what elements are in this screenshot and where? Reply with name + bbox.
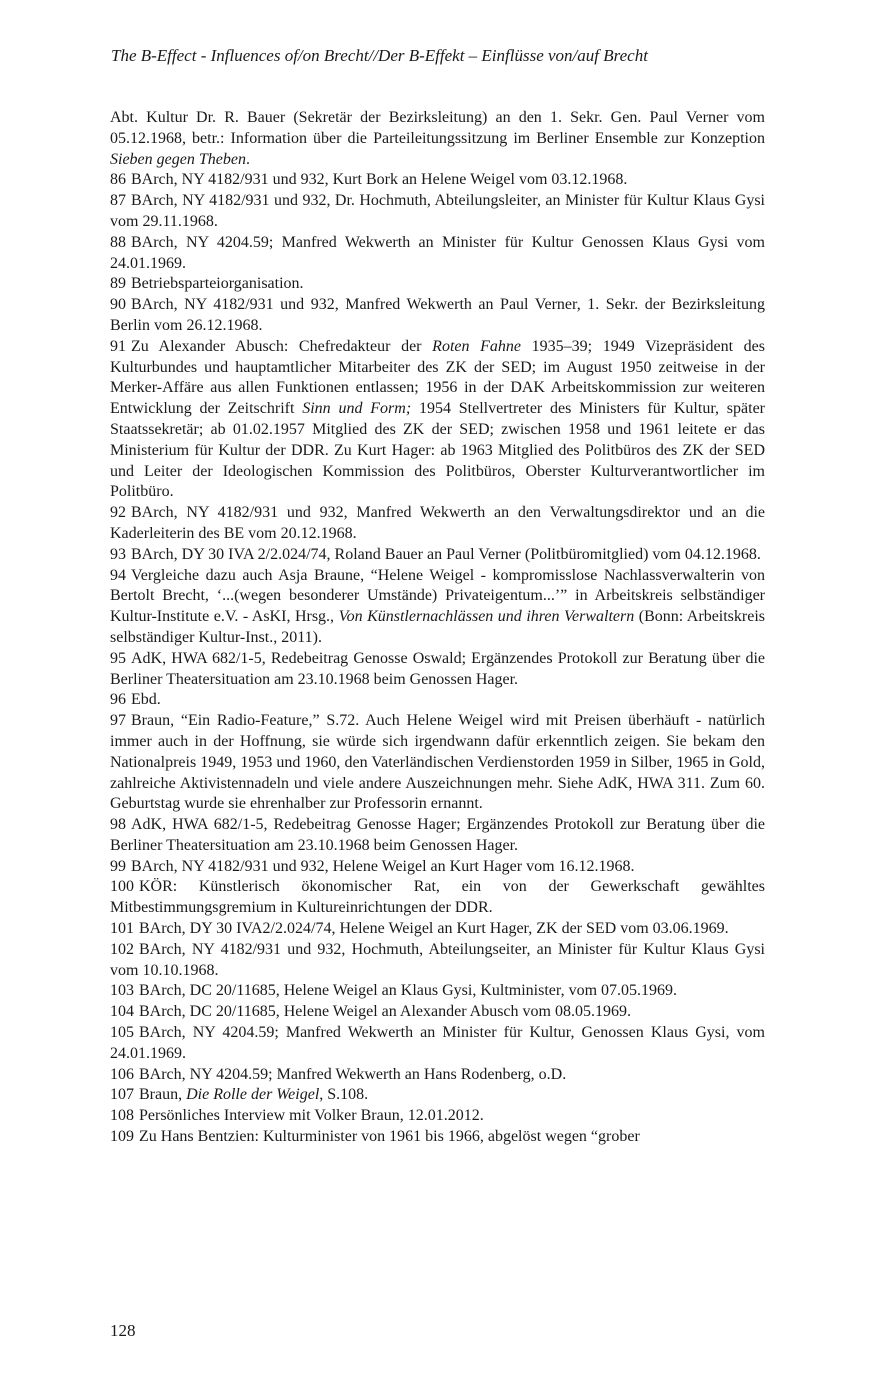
endnote-number: 102 [110, 940, 134, 958]
endnote-number: 109 [110, 1128, 134, 1146]
endnote-number: 106 [110, 1065, 134, 1083]
endnotes-list [110, 108, 765, 1148]
endnote [110, 981, 765, 1002]
endnote [110, 815, 765, 857]
endnote [110, 170, 765, 191]
endnote [110, 1127, 765, 1148]
page-number: 128 [110, 1321, 136, 1340]
endnote-text: BArch, NY 4182/931 und 932, Manfred Wekwerth an Paul Verner, 1. Sekr. der Bezirksleitung Berlin vom 26.12.1968. [110, 296, 765, 334]
endnote-text: . [245, 150, 250, 168]
endnote [110, 1002, 765, 1023]
endnote-title-italic: Die Rolle der Weigel [186, 1086, 320, 1104]
endnote-title-italic: Roten Fahne [432, 337, 522, 355]
endnote-text: AdK, HWA 682/1-5, Redebeitrag Genosse Oswald; Ergänzendes Protokoll zur Beratung über die Berliner Theatersituation am 23.10.1968 beim Genossen Hager. [110, 649, 765, 688]
endnote-number: 96 [110, 691, 126, 709]
endnote-number: 98 [110, 816, 126, 834]
endnote-number: 103 [110, 982, 134, 1000]
endnote [110, 274, 765, 295]
endnote-text: BArch, DY 30 IVA 2/2.024/74, Roland Bauer an Paul Verner (Politbüromitglied) vom 04.12.1968. [131, 545, 761, 563]
endnote-text: AdK, HWA 682/1-5, Redebeitrag Genosse Hager; Ergänzendes Protokoll zur Beratung über die Berliner Theatersituation am 23.10.1968 beim Genossen Hager. [110, 816, 765, 854]
endnote [110, 1106, 765, 1127]
endnote-number: 100 [110, 878, 134, 896]
endnote-number: 107 [110, 1086, 134, 1104]
endnote [110, 108, 765, 170]
endnote-text: Braun, [139, 1086, 187, 1104]
endnote [110, 690, 765, 711]
endnote-text: Abt. Kultur Dr. R. Bauer (Sekretär der Bezirksleitung) an den 1. Sekr. Gen. Paul Verner vom 05.12.1968, betr.: Information über die Parteileitungssitzung im Berliner Ensemble zur Konzeption [110, 109, 765, 147]
endnote-text: Ebd. [131, 691, 161, 709]
endnote-text: BArch, NY 4182/931 und 932, Hochmuth, Abteilungseiter, an Minister für Kultur Klaus Gysi vom 10.10.1968. [110, 940, 765, 979]
endnote-text: BArch, NY 4204.59; Manfred Wekwerth an Hans Rodenberg, o.D. [139, 1065, 567, 1083]
endnote [110, 1085, 765, 1106]
endnote [110, 545, 765, 566]
endnote [110, 191, 765, 233]
endnote-text: Vergleiche dazu auch Asja Braune, “Helene Weigel - kompromisslose Nachlassverwalterin von Bertolt Brecht, ‘...(wegen besonderer Umstände) Privateigentum...’” in Arbeitskreis selbständiger Kultur-Institute e.V. - AsKI, Hrsg., [110, 566, 765, 626]
endnote-text: BArch, NY 4182/931 und 932, Kurt Bork an Helene Weigel vom 03.12.1968. [131, 171, 628, 189]
endnote-number: 93 [110, 545, 126, 563]
endnote-number: 99 [110, 857, 126, 875]
endnote [110, 566, 765, 649]
endnote-title-italic: Von Künstlernachlässen und ihren Verwaltern [338, 608, 635, 626]
endnote-text: BArch, DC 20/11685, Helene Weigel an Klaus Gysi, Kultminister, vom 07.05.1969. [139, 982, 678, 1000]
endnote-number: 101 [110, 920, 134, 938]
endnote-number: 95 [110, 649, 126, 667]
running-header: The B-Effect - Influences of/on Brecht//Der B-Effekt – Einflüsse von/auf Brecht [111, 46, 648, 65]
endnote [110, 1023, 765, 1065]
endnote-text: BArch, NY 4182/931 und 932, Dr. Hochmuth, Abteilungsleiter, an Minister für Kultur Klaus Gysi vom 29.11.1968. [110, 192, 765, 230]
endnote [110, 337, 765, 503]
endnote [110, 295, 765, 337]
endnote-number: 108 [110, 1107, 134, 1125]
endnote-text: BArch, NY 4204.59; Manfred Wekwerth an Minister für Kultur Genossen Klaus Gysi vom 24.01.1969. [110, 233, 765, 272]
endnote [110, 649, 765, 691]
endnote-text: BArch, NY 4182/931 und 932, Manfred Wekwerth an den Verwaltungsdirektor und an die Kaderleiterin des BE vom 20.12.1968. [110, 504, 765, 542]
endnote [110, 233, 765, 275]
endnote-text: 1954 Stellvertreter des Ministers für Kultur, später Staatssekretär; ab 01.02.1957 Mitglied des ZK der SED; zwischen 1958 und 1961 leitete er das Ministerium für Kultur der DDR. Zu Kurt Hager: ab 1963 Mitglied des Politbüros des ZK der SED und Leiter der Ideologischen Kommission des Politbüros, Oberster Kulturverantwortlicher im Politbüro. [110, 400, 766, 501]
endnote-text: BArch, DC 20/11685, Helene Weigel an Alexander Abusch vom 08.05.1969. [139, 1003, 631, 1021]
endnote [110, 940, 765, 982]
endnote-number: 92 [110, 504, 126, 522]
endnote-number: 87 [110, 192, 126, 210]
endnote-number: 88 [110, 233, 126, 251]
endnote-text: Zu Alexander Abusch: Chefredakteur der [131, 337, 433, 355]
endnote-text: BArch, NY 4182/931 und 932, Helene Weigel an Kurt Hager vom 16.12.1968. [131, 857, 635, 875]
endnote-number: 86 [110, 171, 126, 189]
endnote-text: BArch, DY 30 IVA2/2.024/74, Helene Weigel an Kurt Hager, ZK der SED vom 03.06.1969. [139, 920, 729, 938]
endnote-number: 89 [110, 275, 126, 293]
endnote-text: Braun, “Ein Radio-Feature,” S.72. Auch Helene Weigel wird mit Preisen überhäuft - natürlich immer auch in der Hoffnung, sie würde sich irgendwann dafür erkenntlich zeigen. Sie bekam den Nationalpreis 1949, 1953 und 1960, den Vaterländischen Verdienstorden 1959 in Silber, 1965 in Gold, zahlreiche Aktivistennadeln und viele andere Auszeichnungen mehr. Siehe AdK, HWA 311. Zum 60. Geburtstag wurde sie ehrenhalber zur Professorin ernannt. [110, 712, 765, 813]
endnote [110, 877, 765, 919]
endnote-text: KÖR: Künstlerisch ökonomischer Rat, ein von der Gewerkschaft gewähltes Mitbestimmungsgremium in Kultureinrichtungen der DDR. [110, 878, 765, 917]
endnote [110, 1065, 765, 1086]
endnote [110, 919, 765, 940]
endnote-number: 90 [110, 296, 126, 314]
endnote-title-italic: Sieben gegen Theben [110, 150, 246, 168]
endnote-text: (Bonn: Arbeitskreis selbständiger Kultur-Inst., 2011). [110, 608, 766, 646]
endnote-number: 105 [110, 1024, 134, 1042]
endnote-title-italic: Sinn und Form; [302, 400, 412, 418]
endnote-number: 94 [110, 566, 126, 584]
endnote-number: 104 [110, 1003, 134, 1021]
endnote-text: Betriebsparteiorganisation. [131, 275, 304, 293]
endnote-text: Persönliches Interview mit Volker Braun, 12.01.2012. [139, 1107, 484, 1125]
endnote [110, 711, 765, 815]
endnote-text: , S.108. [319, 1086, 369, 1104]
endnote-number: 97 [110, 712, 126, 730]
endnote-number: 91 [110, 337, 126, 355]
endnote-text: 1935–39; 1949 Vizepräsident des Kulturbundes und hauptamtlicher Mitarbeiter des ZK der SED; im August 1950 zeitweise in der Merker-Affäre aus allen Funktionen entlassen; 1956 in der DAK Arbeitskommission zur weiteren Entwicklung der Zeitschrift [110, 337, 766, 418]
endnote-text: BArch, NY 4204.59; Manfred Wekwerth an Minister für Kultur, Genossen Klaus Gysi, vom 24.01.1969. [110, 1024, 765, 1062]
endnote [110, 503, 765, 545]
endnote [110, 857, 765, 878]
endnote-text: Zu Hans Bentzien: Kulturminister von 1961 bis 1966, abgelöst wegen “grober [139, 1128, 640, 1146]
